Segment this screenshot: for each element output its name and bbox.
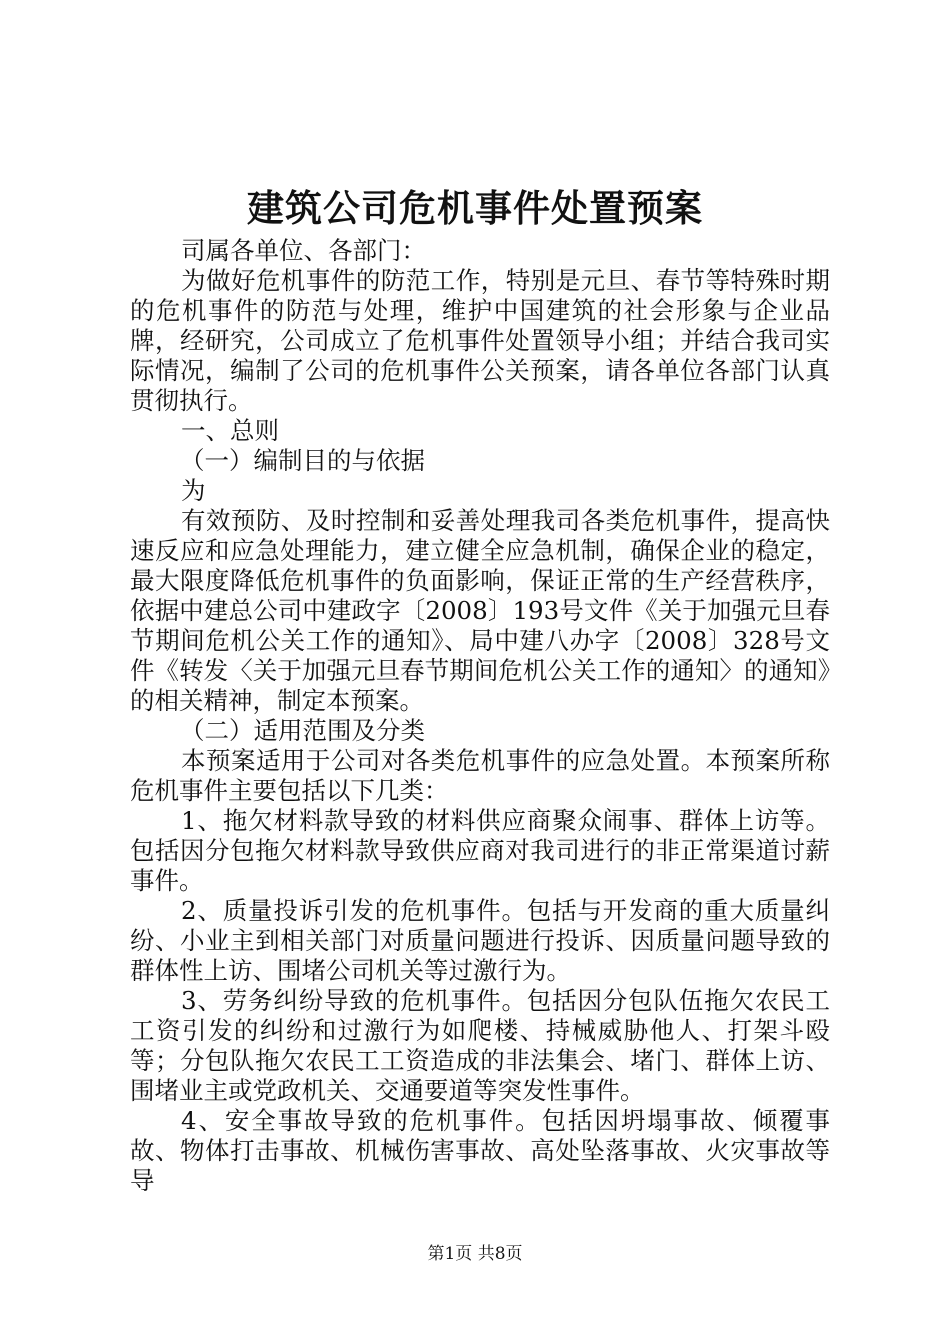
list-item-4: 4、安全事故导致的危机事件。包括因坍塌事故、倾覆事故、物体打击事故、机械伤害事故、高处坠落事故、火灾事故等导 xyxy=(130,1106,830,1195)
list-item-3: 3、劳务纠纷导致的危机事件。包括因分包队伍拖欠农民工工资引发的纠纷和过激行为如爬楼、持械威胁他人、打架斗殴等；分包队拖欠农民工工资造成的非法集会、堵门、群体上访、围堵业主或党政机关、交通要道等突发性事件。 xyxy=(130,986,830,1105)
paragraph-fragment: 为 xyxy=(181,476,206,505)
document-body xyxy=(130,236,830,1196)
subheading-purpose: （一）编制目的与依据 xyxy=(180,446,425,475)
paragraph-intro: 为做好危机事件的防范工作，特别是元旦、春节等特殊时期的危机事件的防范与处理，维护中国建筑的社会形象与企业品牌，经研究，公司成立了危机事件处置领导小组；并结合我司实际情况，编制了公司的危机事件公关预案，请各单位各部门认真贯彻执行。 xyxy=(130,266,830,415)
paragraph-purpose: 有效预防、及时控制和妥善处理我司各类危机事件，提高快速反应和应急处理能力，建立健全应急机制，确保企业的稳定，最大限度降低危机事件的负面影响，保证正常的生产经营秩序，依据中建总公司中建政字〔2008〕193号文件《关于加强元旦春节期间危机公关工作的通知》、局中建八办字〔2008〕328号文件《转发〈关于加强元旦春节期间危机公关工作的通知〉的通知》的相关精神，制定本预案。 xyxy=(130,506,830,715)
document-title: 建筑公司危机事件处置预案 xyxy=(247,186,703,230)
subheading-scope: （二）适用范围及分类 xyxy=(180,716,425,745)
list-item-2: 2、质量投诉引发的危机事件。包括与开发商的重大质量纠纷、小业主到相关部门对质量问题进行投诉、因质量问题导致的群体性上访、围堵公司机关等过激行为。 xyxy=(130,896,830,985)
page-footer: 第1页 共8页 xyxy=(427,1244,523,1264)
paragraph-salutation: 司属各单位、各部门： xyxy=(181,236,426,265)
heading-general: 一、总则 xyxy=(181,416,279,445)
list-item-1: 1、拖欠材料款导致的材料供应商聚众闹事、群体上访等。包括因分包拖欠材料款导致供应商对我司进行的非正常渠道讨薪事件。 xyxy=(130,806,830,895)
paragraph-scope: 本预案适用于公司对各类危机事件的应急处置。本预案所称危机事件主要包括以下几类： xyxy=(130,746,830,805)
